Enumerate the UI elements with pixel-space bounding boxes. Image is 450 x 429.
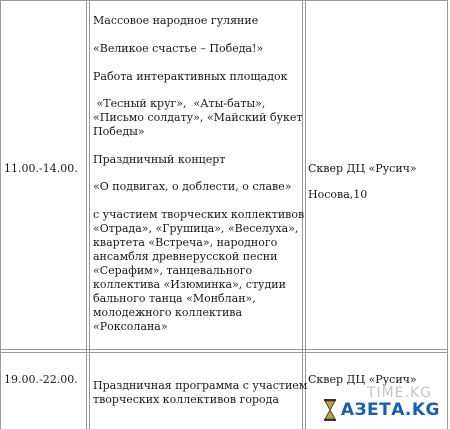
- description-line: бального танца «Монблан»,: [93, 292, 256, 305]
- row-divider: [0, 352, 447, 353]
- watermark-brand-text: АЗЕТА.KG: [340, 400, 440, 420]
- site-watermark: [294, 385, 444, 425]
- watermark-top-text: TIME.KG: [366, 385, 432, 401]
- description-line: творческих коллективов города: [93, 393, 279, 406]
- column-divider: [89, 0, 90, 429]
- column-divider: [305, 0, 306, 429]
- event-title: Праздничная программа с участием: [93, 379, 308, 392]
- event-venue: Сквер ДЦ «Русич»: [308, 373, 417, 386]
- section-heading: Праздничный концерт: [93, 153, 226, 166]
- event-venue: Сквер ДЦ «Русич»: [308, 162, 417, 175]
- table-border-top: [0, 0, 447, 1]
- description-line: квартета «Встреча», народного: [93, 236, 278, 249]
- description-line: Победы»: [93, 125, 145, 138]
- watermark-brand: [323, 399, 440, 421]
- column-divider: [86, 0, 87, 429]
- event-address: Носова,10: [308, 188, 368, 201]
- description-line: молодежного коллектива: [93, 306, 243, 319]
- event-time: 11.00.-14.00.: [4, 162, 78, 175]
- description-line: «Тесный круг», «Аты-баты»,: [93, 97, 266, 110]
- description-line: ансамбля древнерусской песни: [93, 250, 278, 263]
- column-divider: [447, 0, 448, 429]
- event-title: Массовое народное гуляние: [93, 14, 259, 27]
- description-line: коллектива «Изюминка», студии: [93, 278, 286, 291]
- concert-title: «О подвигах, о доблести, о славе»: [93, 180, 292, 193]
- section-heading: Работа интерактивных площадок: [93, 70, 288, 83]
- description-line: «Отрада», «Грушица», «Веселуха»,: [93, 222, 299, 235]
- row-divider: [0, 349, 447, 350]
- description-line: «Письмо солдату», «Майский букет: [93, 111, 303, 124]
- description-line: с участием творческих коллективов: [93, 208, 305, 221]
- column-divider: [0, 0, 1, 429]
- event-subtitle: «Великое счастье – Победа!»: [93, 42, 264, 55]
- description-line: «Роксолана»: [93, 320, 168, 333]
- event-time: 19.00.-22.00.: [4, 373, 78, 386]
- hourglass-icon: [323, 399, 337, 421]
- description-line: «Серафим», танцевального: [93, 264, 253, 277]
